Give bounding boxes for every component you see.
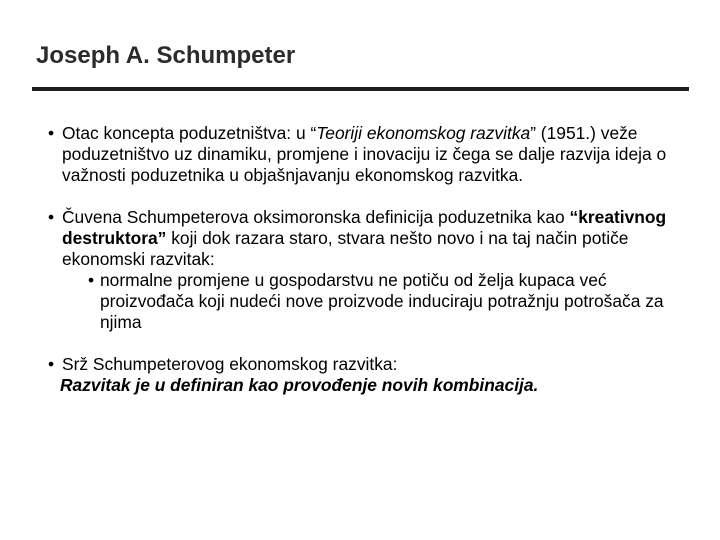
- bullet-item: [48, 123, 688, 186]
- bullet-item: [48, 354, 688, 375]
- bullet-text: Srž Schumpeterovog ekonomskog razvitka:: [62, 354, 398, 374]
- slide-body: [48, 123, 688, 396]
- bullet-text: koji dok razara staro, stvara nešto novo i na taj način potiče ekonomski razvitak:: [62, 228, 629, 269]
- bullet-icon: •: [48, 207, 55, 227]
- title-divider: [32, 87, 689, 91]
- bullet-item: [48, 207, 688, 333]
- bullet-text: ” (1951.) veže poduzetništvo uz dinamiku, promjene i inovaciju iz čega se dalje razvija ideja o važnosti poduzetnika u objašnjavanju ekonomskog razvitka.: [62, 123, 667, 185]
- bullet-icon: •: [48, 123, 55, 143]
- definition-text: Razvitak je u definiran kao provođenje novih kombinacija.: [60, 375, 539, 395]
- bullet-icon: •: [48, 354, 55, 374]
- emphasis-term: “kreativnog destruktora”: [62, 207, 667, 248]
- book-title: Teoriji ekonomskog razvitka: [316, 123, 531, 143]
- sub-bullet-text: normalne promjene u gospodarstvu ne potiču od želja kupaca već proizvođača koji nudeći nove proizvode induciraju potražnju potrošača za njima: [100, 270, 664, 332]
- slide-title: Joseph A. Schumpeter: [36, 42, 296, 69]
- bullet-icon: •: [88, 270, 95, 290]
- bullet-text: Otac koncepta poduzetništva: u “: [62, 123, 317, 143]
- bullet-text: Čuvena Schumpeterova oksimoronska definicija poduzetnika kao: [62, 207, 565, 227]
- sub-bullet-item: [62, 270, 688, 333]
